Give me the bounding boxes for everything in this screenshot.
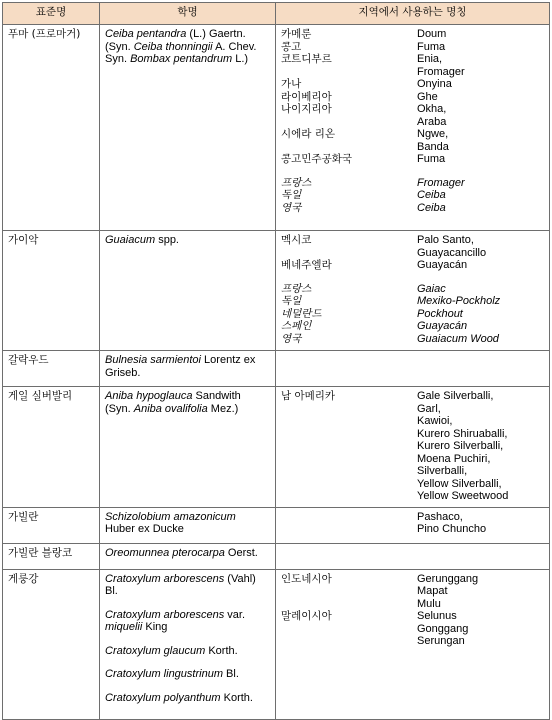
author-text: Huber ex Ducke bbox=[105, 523, 184, 535]
local-name: Selunus bbox=[417, 610, 457, 622]
local-name: Guayacán bbox=[417, 259, 468, 271]
author-text: (L.) Gaertn. bbox=[186, 28, 246, 40]
scientific-name-line bbox=[105, 403, 270, 416]
table-row bbox=[3, 25, 550, 231]
region-name bbox=[281, 635, 417, 648]
region-name: 베네주엘라 bbox=[281, 259, 332, 271]
local-name: Guaiacum Wood bbox=[417, 332, 499, 345]
species-name: Cratoxylum arborescens bbox=[105, 608, 225, 621]
species-name: Cratoxylum lingustrinum bbox=[105, 668, 223, 680]
region-name bbox=[281, 623, 417, 636]
region-name: 프랑스 bbox=[281, 176, 312, 189]
standard-name-cell: 가빌란 블랑코 bbox=[3, 543, 100, 569]
author-text: (Syn. bbox=[105, 40, 134, 53]
local-name: Fromager bbox=[417, 65, 465, 78]
standard-name-cell: 갈락우드 bbox=[3, 351, 100, 387]
local-name: Mulu bbox=[417, 597, 441, 610]
vernacular-column bbox=[417, 387, 549, 507]
species-name: Ceiba pentandra bbox=[105, 28, 187, 40]
local-name: Fuma bbox=[417, 40, 446, 53]
region-name bbox=[281, 247, 417, 260]
species-name: Aniba ovalifolia bbox=[133, 402, 208, 415]
species-name: Oreomunnea pterocarpa bbox=[105, 546, 225, 559]
species-name: Schizolobium amazonicum bbox=[105, 510, 236, 523]
scientific-name-line bbox=[105, 523, 270, 536]
author-text: Korth. bbox=[205, 644, 238, 657]
local-name: Kurero Silverballi, bbox=[417, 440, 504, 452]
local-name: Enia, bbox=[417, 53, 443, 65]
vernacular-column bbox=[417, 544, 549, 551]
local-names-cell bbox=[276, 351, 550, 387]
region-name bbox=[281, 428, 417, 441]
region-name bbox=[281, 511, 417, 524]
species-name: Cratoxylum glaucum bbox=[105, 644, 206, 657]
table-row bbox=[3, 543, 550, 569]
author-text: Lorentz ex bbox=[201, 354, 256, 366]
author-text: Mez.) bbox=[207, 402, 239, 415]
scientific-name-line bbox=[105, 53, 270, 66]
vernacular-column bbox=[417, 25, 549, 218]
region-name: 콩고 bbox=[281, 40, 302, 53]
scientific-name-line bbox=[105, 668, 270, 681]
scientific-name-cell bbox=[100, 387, 276, 508]
local-name: Mexiko-Pockholz bbox=[417, 295, 501, 307]
author-text: L.) bbox=[232, 53, 249, 65]
table-row bbox=[3, 351, 550, 387]
vernacular-column bbox=[417, 351, 549, 358]
region-column bbox=[276, 544, 417, 551]
author-text: Oerst. bbox=[224, 546, 258, 559]
scientific-name-line bbox=[105, 621, 270, 634]
scientific-name-line bbox=[105, 367, 270, 380]
table-row bbox=[3, 387, 550, 508]
local-name: Kawioi, bbox=[417, 415, 453, 427]
scientific-name-line bbox=[105, 511, 270, 524]
vernacular-column bbox=[417, 570, 549, 652]
author-text: Sandwith bbox=[192, 390, 241, 402]
standard-name-cell: 푸마 (프로마거) bbox=[3, 25, 100, 231]
author-text: Bl. bbox=[105, 585, 118, 597]
region-name: 독일 bbox=[281, 295, 302, 307]
region-name: 가나 bbox=[281, 78, 302, 90]
local-name: Ceiba bbox=[417, 189, 446, 201]
region-name: 나이지리아 bbox=[281, 103, 332, 115]
local-name: Moena Puchiri, bbox=[417, 452, 491, 465]
local-name: Gaiac bbox=[417, 282, 446, 295]
scientific-name-line bbox=[105, 390, 270, 403]
header-local-names: 지역에서 사용하는 명칭 bbox=[276, 3, 550, 25]
region-column bbox=[276, 351, 417, 358]
region-column bbox=[276, 508, 417, 540]
species-name: Ceiba thonningii bbox=[133, 40, 213, 53]
local-name: Pashaco, bbox=[417, 510, 463, 523]
table-body bbox=[3, 25, 550, 720]
wood-names-table bbox=[2, 2, 550, 720]
scientific-name-line bbox=[105, 609, 270, 622]
author-text: Bl. bbox=[222, 668, 239, 680]
region-name bbox=[281, 523, 417, 536]
scientific-name-line bbox=[105, 41, 270, 54]
scientific-name-line bbox=[105, 573, 270, 586]
region-name: 멕시코 bbox=[281, 234, 312, 246]
region-name: 남 아메리카 bbox=[281, 390, 336, 402]
author-text: Korth. bbox=[220, 691, 253, 704]
species-name: Bombax pentandrum bbox=[130, 53, 233, 65]
region-name bbox=[281, 453, 417, 466]
scientific-name-cell bbox=[100, 507, 276, 543]
author-text: (Syn. bbox=[105, 402, 134, 415]
region-name: 독일 bbox=[281, 189, 302, 201]
scientific-name-line bbox=[105, 354, 270, 367]
local-name: Guayacán bbox=[417, 320, 468, 332]
region-name bbox=[281, 141, 417, 154]
local-name: Pino Chuncho bbox=[417, 523, 487, 535]
header-standard-name: 표준명 bbox=[3, 3, 100, 25]
region-name: 영국 bbox=[281, 332, 302, 345]
local-name: Okha, bbox=[417, 103, 447, 115]
region-name: 스페인 bbox=[281, 320, 312, 332]
scientific-name-cell bbox=[100, 231, 276, 351]
region-name: 영국 bbox=[281, 201, 302, 214]
local-name: Mapat bbox=[417, 585, 448, 597]
region-name bbox=[281, 415, 417, 428]
vernacular-column bbox=[417, 231, 549, 349]
region-name bbox=[281, 598, 417, 611]
local-name: Gale Silverballi, bbox=[417, 390, 494, 402]
region-column bbox=[276, 570, 417, 652]
region-name bbox=[281, 585, 417, 598]
standard-name-cell: 게룽강 bbox=[3, 569, 100, 719]
local-name: Yellow Sweetwood bbox=[417, 490, 509, 502]
author-text: var. bbox=[224, 608, 246, 621]
local-name: Gerunggang bbox=[417, 572, 479, 585]
local-names-cell bbox=[276, 231, 550, 351]
vernacular-column bbox=[417, 508, 549, 540]
author-text: Griseb. bbox=[105, 366, 141, 379]
region-name bbox=[281, 440, 417, 453]
local-name: Guayacancillo bbox=[417, 246, 487, 259]
species-name: Cratoxylum arborescens bbox=[105, 572, 225, 585]
table-header-row bbox=[3, 3, 550, 25]
local-name: Fuma bbox=[417, 153, 446, 165]
local-names-cell bbox=[276, 507, 550, 543]
author-text: A. Chev. bbox=[212, 40, 257, 53]
standard-name-cell: 가빌란 bbox=[3, 507, 100, 543]
region-name: 네덜란드 bbox=[281, 307, 322, 320]
scientific-name-cell bbox=[100, 25, 276, 231]
scientific-name-cell bbox=[100, 351, 276, 387]
region-column bbox=[276, 231, 417, 349]
region-name bbox=[281, 490, 417, 503]
local-name: Yellow Silverballi, bbox=[417, 477, 502, 490]
species-name: miquelii bbox=[105, 621, 143, 633]
local-name: Onyina bbox=[417, 78, 452, 90]
header-scientific-name: 학명 bbox=[100, 3, 276, 25]
table-row bbox=[3, 507, 550, 543]
region-column bbox=[276, 25, 417, 218]
local-name: Araba bbox=[417, 115, 447, 128]
local-name: Doum bbox=[417, 28, 447, 40]
standard-name-cell: 가이악 bbox=[3, 231, 100, 351]
local-name: Ngwe, bbox=[417, 128, 449, 140]
local-name: Ceiba bbox=[417, 201, 446, 214]
scientific-name-line bbox=[105, 645, 270, 658]
scientific-name-cell bbox=[100, 543, 276, 569]
author-text: spp. bbox=[155, 234, 179, 246]
species-name: Bulnesia sarmientoi bbox=[105, 354, 201, 366]
local-name: Palo Santo, bbox=[417, 234, 474, 246]
species-name: Aniba hypoglauca bbox=[105, 390, 193, 402]
local-name: Banda bbox=[417, 140, 449, 153]
region-name bbox=[281, 478, 417, 491]
scientific-name-line bbox=[105, 234, 270, 247]
region-name: 콩고민주공화국 bbox=[281, 153, 353, 165]
region-name bbox=[281, 66, 417, 79]
species-name: Guaiacum bbox=[105, 234, 156, 246]
scientific-name-line bbox=[105, 585, 270, 598]
region-name: 카메룬 bbox=[281, 28, 312, 40]
local-name: Garl, bbox=[417, 402, 441, 415]
scientific-name-line bbox=[105, 28, 270, 41]
table-row bbox=[3, 231, 550, 351]
author-text: Syn. bbox=[105, 53, 131, 65]
region-name bbox=[281, 116, 417, 129]
scientific-name-line bbox=[105, 547, 270, 560]
local-name: Silverballi, bbox=[417, 465, 468, 477]
local-names-cell bbox=[276, 543, 550, 569]
local-name: Gonggang bbox=[417, 622, 469, 635]
region-name: 인도네시아 bbox=[281, 572, 332, 585]
table-row bbox=[3, 569, 550, 719]
region-name: 말레이시아 bbox=[281, 610, 332, 622]
local-name: Pockhout bbox=[417, 307, 463, 320]
local-name: Kurero Shiruaballi, bbox=[417, 427, 508, 440]
author-text: (Vahl) bbox=[224, 572, 256, 585]
region-name bbox=[281, 465, 417, 478]
scientific-name-cell bbox=[100, 569, 276, 719]
region-column bbox=[276, 387, 417, 507]
scientific-name-line bbox=[105, 692, 270, 705]
region-name: 라이베리아 bbox=[281, 90, 332, 103]
species-name: Cratoxylum polyanthum bbox=[105, 691, 221, 704]
local-names-cell bbox=[276, 387, 550, 508]
region-name: 코트디부르 bbox=[281, 53, 332, 65]
region-name bbox=[281, 403, 417, 416]
local-names-cell bbox=[276, 25, 550, 231]
local-name: Fromager bbox=[417, 176, 465, 189]
local-names-cell bbox=[276, 569, 550, 719]
author-text: King bbox=[142, 621, 168, 633]
local-name: Serungan bbox=[417, 635, 465, 647]
standard-name-cell: 게일 실버발리 bbox=[3, 387, 100, 508]
region-name: 시에라 리온 bbox=[281, 128, 336, 140]
region-name: 프랑스 bbox=[281, 282, 312, 295]
local-name: Ghe bbox=[417, 90, 438, 103]
